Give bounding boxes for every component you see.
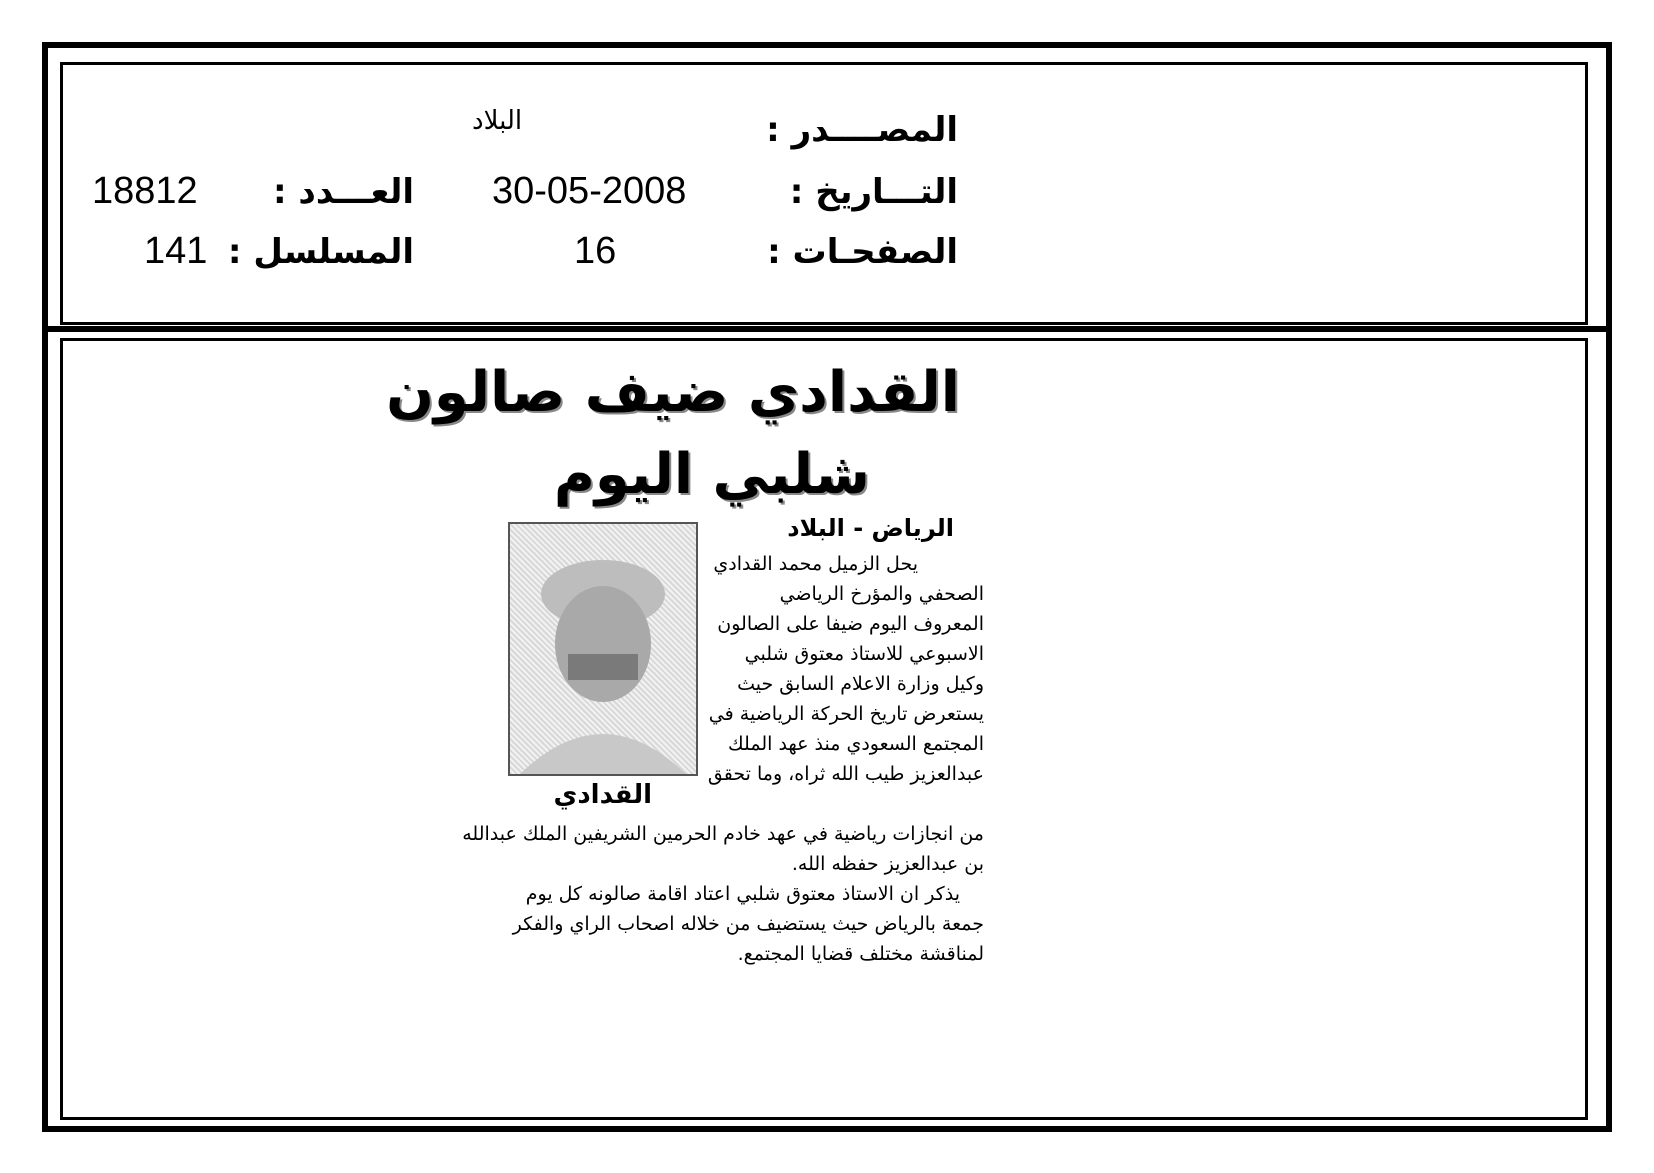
issue-label: العـــدد : <box>273 172 414 212</box>
body-line: يستعرض تاريخ الحركة الرياضية في <box>708 703 984 725</box>
body-line: لمناقشة مختلف قضايا المجتمع. <box>737 943 984 965</box>
pages-value: 16 <box>574 230 617 272</box>
body-line: بن عبدالعزيز حفظه الله. <box>791 853 984 875</box>
date-value: 30-05-2008 <box>492 170 687 212</box>
serial-value: 141 <box>144 230 208 272</box>
body-line: الصحفي والمؤرخ الرياضي <box>779 583 984 605</box>
body-line: وكيل وزارة الاعلام السابق حيث <box>737 673 984 695</box>
body-line: جمعة بالرياض حيث يستضيف من خلاله اصحاب الراي والفكر <box>512 913 984 935</box>
serial-label: المسلسل : <box>227 232 414 272</box>
body-line: من انجازات رياضية في عهد خادم الحرمين الشريفين الملك عبدالله <box>462 823 984 845</box>
photo-caption: القدادي <box>553 780 652 810</box>
portrait-icon <box>510 524 696 774</box>
pages-label: الصفحـات : <box>767 232 958 272</box>
date-label: التـــاريخ : <box>789 172 958 212</box>
header-separator <box>48 326 1606 332</box>
headline-line-1: القدادي ضيف صالون <box>386 360 960 425</box>
dateline: الرياض - البلاد <box>787 514 954 542</box>
headline-line-2: شلبي اليوم <box>553 442 870 507</box>
source-label: المصــــدر : <box>766 110 958 150</box>
author-photo <box>508 522 698 776</box>
source-value: البلاد <box>472 106 523 136</box>
body-line: يذكر ان الاستاذ معتوق شلبي اعتاد اقامة صالونه كل يوم <box>525 883 960 905</box>
body-line: المعروف اليوم ضيفا على الصالون <box>717 613 984 635</box>
body-line: يحل الزميل محمد القدادي <box>713 553 918 575</box>
body-line: المجتمع السعودي منذ عهد الملك <box>728 733 984 755</box>
body-line: الاسبوعي للاستاذ معتوق شلبي <box>744 643 984 665</box>
body-line: عبدالعزيز طيب الله ثراه، وما تحقق <box>707 763 984 785</box>
issue-value: 18812 <box>92 170 198 212</box>
